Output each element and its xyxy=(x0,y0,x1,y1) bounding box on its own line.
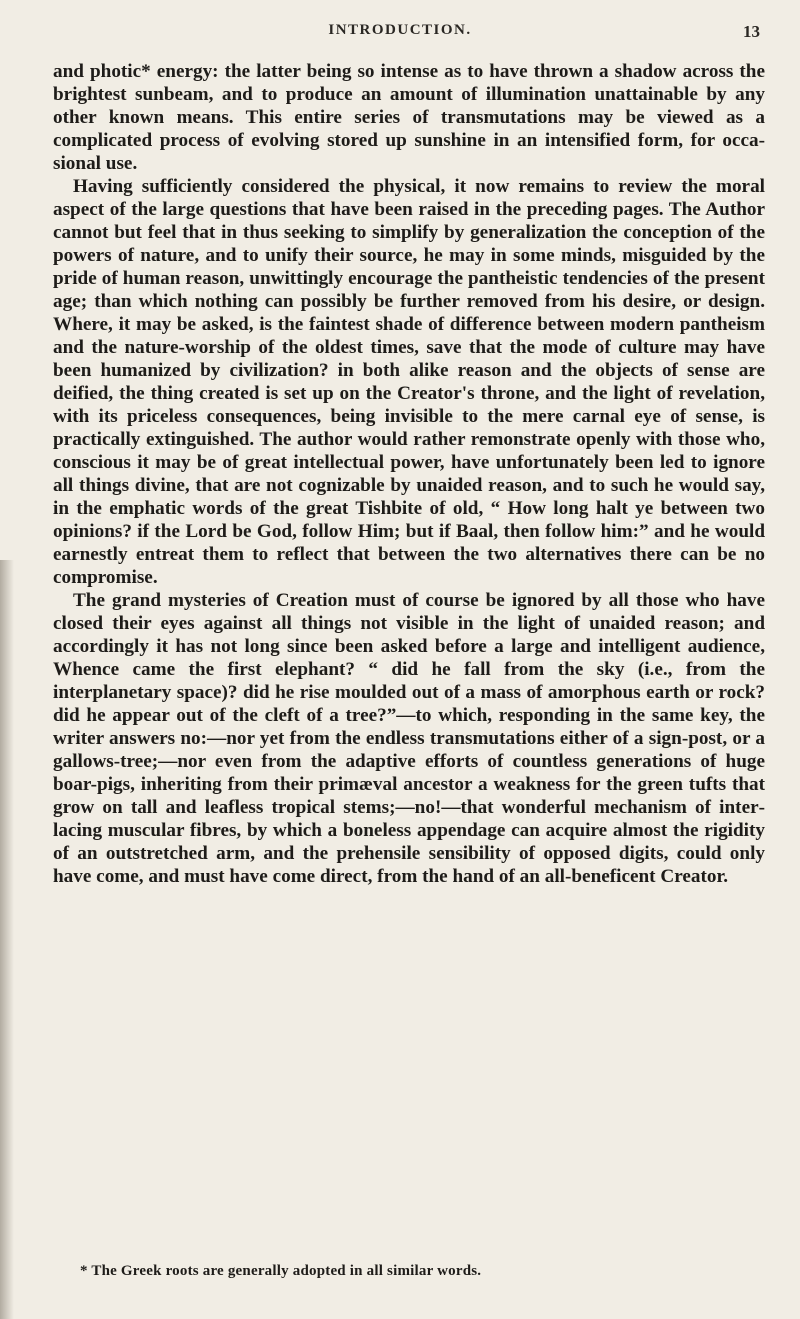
paragraph-3: The grand mysteries of Creation must of course be ignored by all those who have closed their eyes against all things not visible in the light of unaided reason; and accordingly it has not long since been asked before a large and intelligent audience, Whence came the first elephant? “ did he fall from the sky (i.e., from the interplanetary space)? did he rise moulded out of a mass of amorphous earth or rock? did he appear out of the cleft of a tree?”—to which, responding in the same key, the writer answers no:—nor yet from the endless transmutations either of a sign-post, or a gallows-tree;—nor even from the adaptive efforts of countless generations of huge boar-pigs, inheriting from their primæval ancestor a weakness for the green tufts that grow on tall and leafless tropical stems;—no!—that wonderful mechanism of interlacing muscular fibres, by which a boneless appendage can acquire almost the rigidity of an outstretched arm, and the prehensile sensibility of opposed digits, could only have come, and must have come direct, from the hand of an all-beneficent Creator. xyxy=(53,590,765,887)
paragraph-1: and photic* energy: the latter being so intense as to have thrown a shadow across the brightest sunbeam, and to produce an amount of illumination unattainable by any other known means. This entire series of transmutations may be viewed as a complicated process of evolving stored up sunshine in an intensified form, for occasional use. xyxy=(53,61,765,174)
running-title: INTRODUCTION. xyxy=(328,22,472,38)
running-head xyxy=(0,22,800,48)
footnote: * The Greek roots are generally adopted in all similar words. xyxy=(80,1263,482,1279)
paragraph-2: Having sufficiently considered the physical, it now remains to review the moral aspect of the large questions that have been raised in the preceding pages. The Author cannot but feel that in thus seeking to simplify by generalization the conception of the powers of nature, and to unify their source, he may in some minds, misguided by the pride of human reason, unwittingly encourage the pantheistic tendencies of the present age; than which nothing can possibly be further removed from his desire, or design. Where, it may be asked, is the faintest shade of difference between modern pantheism and the nature-worship of the oldest times, save that the mode of culture may have been humanized by civilization? in both alike reason and the objects of sense are deified, the thing created is set up on the Creator's throne, and the light of revelation, with its priceless consequences, being invisible to the mere carnal eye of sense, is practically extinguished. The author would rather remonstrate openly with those who, conscious it may be of great intellectual power, have unfortunately been led to ignore all things divine, that are not cognizable by unaided reason, and to such he would say, in the emphatic words of the great Tishbite of old, “ How long halt ye between two opinions? if the Lord be God, follow Him; but if Baal, then follow him:” and he would earnestly entreat them to reflect that between the two alternatives there can be no compromise. xyxy=(53,176,765,588)
body-text xyxy=(53,60,765,888)
page-edge-shadow xyxy=(0,560,14,1319)
page-number: 13 xyxy=(743,22,760,41)
